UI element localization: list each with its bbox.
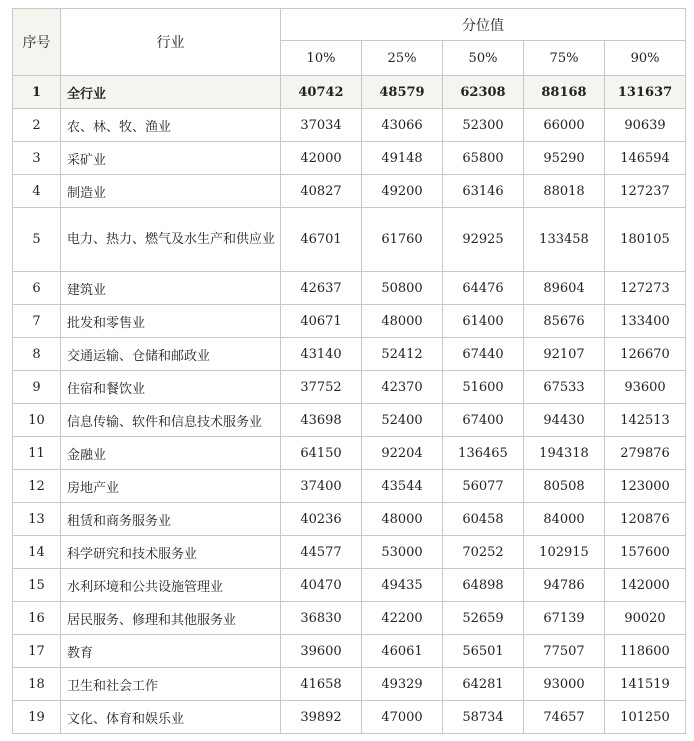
- value-p10: 44577: [281, 536, 362, 569]
- value-p10: 64150: [281, 437, 362, 470]
- value-p75: 88168: [524, 76, 605, 109]
- row-number: 14: [13, 536, 61, 569]
- value-p25: 48000: [362, 305, 443, 338]
- row-number: 10: [13, 404, 61, 437]
- value-p50: 56501: [443, 635, 524, 668]
- value-p75: 95290: [524, 142, 605, 175]
- table-row: [13, 536, 686, 569]
- industry-name: 金融业: [61, 437, 281, 470]
- value-p90: 118600: [605, 635, 686, 668]
- value-p50: 67440: [443, 338, 524, 371]
- value-p25: 92204: [362, 437, 443, 470]
- table-row: [13, 404, 686, 437]
- value-p10: 40742: [281, 76, 362, 109]
- percentile-group-header: 分位值: [281, 9, 686, 41]
- industry-name: 制造业: [61, 175, 281, 208]
- table-body: [13, 76, 686, 734]
- value-p10: 42000: [281, 142, 362, 175]
- industry-name: 文化、体育和娱乐业: [61, 701, 281, 734]
- industry-name: 信息传输、软件和信息技术服务业: [61, 404, 281, 437]
- value-p25: 42370: [362, 371, 443, 404]
- table-row: [13, 208, 686, 272]
- table-row: [13, 109, 686, 142]
- row-number: 18: [13, 668, 61, 701]
- industry-name: 农、林、牧、渔业: [61, 109, 281, 142]
- row-number: 19: [13, 701, 61, 734]
- value-p10: 43140: [281, 338, 362, 371]
- row-number: 15: [13, 569, 61, 602]
- value-p50: 56077: [443, 470, 524, 503]
- industry-name: 采矿业: [61, 142, 281, 175]
- value-p10: 40470: [281, 569, 362, 602]
- row-number: 12: [13, 470, 61, 503]
- value-p25: 50800: [362, 272, 443, 305]
- value-p10: 43698: [281, 404, 362, 437]
- value-p50: 67400: [443, 404, 524, 437]
- row-number: 6: [13, 272, 61, 305]
- value-p50: 61400: [443, 305, 524, 338]
- pct-header-75: 75%: [524, 41, 605, 76]
- value-p75: 94430: [524, 404, 605, 437]
- value-p75: 93000: [524, 668, 605, 701]
- value-p25: 43066: [362, 109, 443, 142]
- table-row: [13, 635, 686, 668]
- value-p75: 66000: [524, 109, 605, 142]
- value-p50: 62308: [443, 76, 524, 109]
- value-p90: 126670: [605, 338, 686, 371]
- value-p50: 58734: [443, 701, 524, 734]
- value-p50: 63146: [443, 175, 524, 208]
- industry-name: 租赁和商务服务业: [61, 503, 281, 536]
- value-p75: 194318: [524, 437, 605, 470]
- value-p90: 180105: [605, 208, 686, 272]
- value-p10: 40236: [281, 503, 362, 536]
- table-row: [13, 272, 686, 305]
- table-row: [13, 569, 686, 602]
- seq-header: 序号: [13, 9, 61, 76]
- value-p25: 42200: [362, 602, 443, 635]
- value-p90: 131637: [605, 76, 686, 109]
- table-row: [13, 338, 686, 371]
- row-number: 3: [13, 142, 61, 175]
- pct-header-25: 25%: [362, 41, 443, 76]
- value-p75: 88018: [524, 175, 605, 208]
- row-number: 7: [13, 305, 61, 338]
- value-p75: 80508: [524, 470, 605, 503]
- value-p75: 67139: [524, 602, 605, 635]
- value-p25: 49200: [362, 175, 443, 208]
- value-p90: 123000: [605, 470, 686, 503]
- industry-name: 房地产业: [61, 470, 281, 503]
- value-p25: 49148: [362, 142, 443, 175]
- value-p10: 46701: [281, 208, 362, 272]
- industry-name: 批发和零售业: [61, 305, 281, 338]
- value-p90: 127237: [605, 175, 686, 208]
- industry-name: 卫生和社会工作: [61, 668, 281, 701]
- value-p25: 48579: [362, 76, 443, 109]
- pct-header-90: 90%: [605, 41, 686, 76]
- row-number: 5: [13, 208, 61, 272]
- header-row-top: [13, 9, 686, 41]
- value-p90: 127273: [605, 272, 686, 305]
- pct-header-10: 10%: [281, 41, 362, 76]
- value-p50: 136465: [443, 437, 524, 470]
- value-p10: 37400: [281, 470, 362, 503]
- value-p10: 37034: [281, 109, 362, 142]
- value-p25: 43544: [362, 470, 443, 503]
- row-number: 8: [13, 338, 61, 371]
- table-row: [13, 305, 686, 338]
- table-row: [13, 76, 686, 109]
- table-row: [13, 701, 686, 734]
- value-p50: 52659: [443, 602, 524, 635]
- value-p75: 84000: [524, 503, 605, 536]
- value-p25: 46061: [362, 635, 443, 668]
- value-p90: 279876: [605, 437, 686, 470]
- table-row: [13, 602, 686, 635]
- table-row: [13, 503, 686, 536]
- value-p75: 67533: [524, 371, 605, 404]
- pct-header-50: 50%: [443, 41, 524, 76]
- value-p90: 120876: [605, 503, 686, 536]
- value-p75: 94786: [524, 569, 605, 602]
- value-p25: 52400: [362, 404, 443, 437]
- value-p25: 49329: [362, 668, 443, 701]
- industry-name: 建筑业: [61, 272, 281, 305]
- value-p10: 39892: [281, 701, 362, 734]
- value-p90: 90020: [605, 602, 686, 635]
- table-row: [13, 142, 686, 175]
- row-number: 1: [13, 76, 61, 109]
- industry-name: 电力、热力、燃气及水生产和供应业: [61, 208, 281, 272]
- value-p25: 52412: [362, 338, 443, 371]
- value-p10: 41658: [281, 668, 362, 701]
- value-p90: 93600: [605, 371, 686, 404]
- value-p75: 85676: [524, 305, 605, 338]
- value-p75: 77507: [524, 635, 605, 668]
- row-number: 16: [13, 602, 61, 635]
- industry-name: 水利环境和公共设施管理业: [61, 569, 281, 602]
- value-p25: 48000: [362, 503, 443, 536]
- value-p25: 53000: [362, 536, 443, 569]
- value-p50: 60458: [443, 503, 524, 536]
- value-p75: 89604: [524, 272, 605, 305]
- table-row: [13, 437, 686, 470]
- industry-name: 交通运输、仓储和邮政业: [61, 338, 281, 371]
- value-p90: 90639: [605, 109, 686, 142]
- value-p10: 40671: [281, 305, 362, 338]
- value-p90: 157600: [605, 536, 686, 569]
- row-number: 9: [13, 371, 61, 404]
- value-p90: 146594: [605, 142, 686, 175]
- value-p90: 142513: [605, 404, 686, 437]
- value-p75: 92107: [524, 338, 605, 371]
- industry-name: 科学研究和技术服务业: [61, 536, 281, 569]
- value-p50: 70252: [443, 536, 524, 569]
- row-number: 13: [13, 503, 61, 536]
- value-p50: 64898: [443, 569, 524, 602]
- table-row: [13, 470, 686, 503]
- table-row: [13, 668, 686, 701]
- value-p25: 47000: [362, 701, 443, 734]
- industry-name: 居民服务、修理和其他服务业: [61, 602, 281, 635]
- value-p75: 74657: [524, 701, 605, 734]
- industry-header: 行业: [61, 9, 281, 76]
- value-p25: 61760: [362, 208, 443, 272]
- row-number: 4: [13, 175, 61, 208]
- wage-percentile-table: [12, 8, 686, 734]
- value-p50: 52300: [443, 109, 524, 142]
- value-p50: 64281: [443, 668, 524, 701]
- value-p90: 142000: [605, 569, 686, 602]
- industry-name: 全行业: [61, 76, 281, 109]
- value-p50: 65800: [443, 142, 524, 175]
- value-p75: 102915: [524, 536, 605, 569]
- industry-name: 住宿和餐饮业: [61, 371, 281, 404]
- value-p10: 42637: [281, 272, 362, 305]
- row-number: 17: [13, 635, 61, 668]
- value-p50: 51600: [443, 371, 524, 404]
- value-p90: 101250: [605, 701, 686, 734]
- table-row: [13, 175, 686, 208]
- value-p10: 39600: [281, 635, 362, 668]
- industry-name: 教育: [61, 635, 281, 668]
- value-p90: 141519: [605, 668, 686, 701]
- value-p25: 49435: [362, 569, 443, 602]
- row-number: 2: [13, 109, 61, 142]
- value-p10: 37752: [281, 371, 362, 404]
- value-p90: 133400: [605, 305, 686, 338]
- value-p50: 64476: [443, 272, 524, 305]
- row-number: 11: [13, 437, 61, 470]
- value-p10: 36830: [281, 602, 362, 635]
- value-p10: 40827: [281, 175, 362, 208]
- value-p50: 92925: [443, 208, 524, 272]
- table-row: [13, 371, 686, 404]
- value-p75: 133458: [524, 208, 605, 272]
